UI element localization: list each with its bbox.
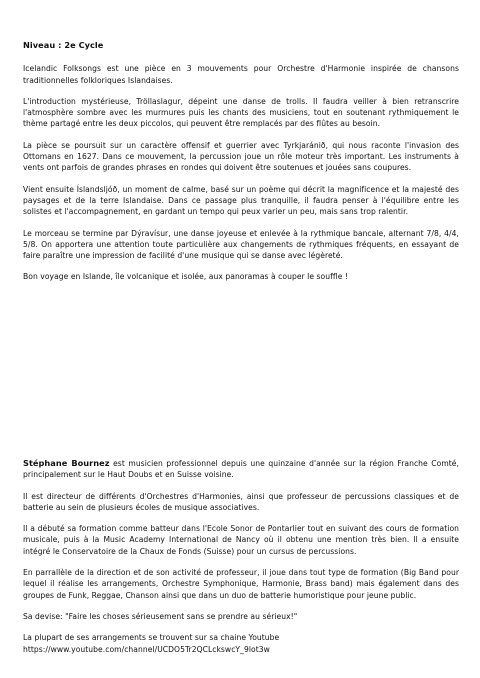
author-name: Stéphane Bournez <box>23 458 110 468</box>
description-paragraph: L'introduction mystérieuse, Tröllaslagur, dépeint une danse de trolls. Il faudra veiller à bien retranscrire l'atmosphère sombre avec les murmures puis les chants des musiciens, tout en soutenant rythmiquement le thème partagé entre les deux piccolos, qui peuvent être remplacés par des flûtes au besoin. <box>23 96 459 129</box>
bio-paragraph: En parrallèle de la direction et de son activité de professeur, il joue dans tout type de formation (Big Band pour lequel il réalise les arrangements, Orchestre Symphonique, Harmonie, Brass band) mais également dans des groupes de Funk, Reggae, Chanson ainsi que dans un duo de batterie humoristique pour jeune public. <box>23 568 459 600</box>
bio-paragraph: Il est directeur de différents d'Orchestres d'Harmonies, ainsi que professeur de percussions classiques et de batterie au sein de plusieurs écoles de musique associatives. <box>23 491 459 512</box>
description-paragraph: Bon voyage en Islande, île volcanique et isolée, aux panoramas à couper le souffle ! <box>23 272 348 282</box>
bio-paragraph: Il a débuté sa formation comme batteur dans l'Ecole Sonor de Pontarlier tout en suivant des cours de formation musicale, puis à la Music Academy International de Nancy où il obtenu une mention très bien. Il a ensuite intégré le Conservatoire de la Chaux de Fonds (Suisse) pour un cursus de percussions. <box>23 524 459 556</box>
level-heading: Niveau : 2e Cycle <box>23 40 104 50</box>
description-paragraph: La pièce se poursuit sur un caractère offensif et guerrier avec Tyrkjaránið, qui nous raconte l'invasion des Ottomans en 1627. Dans ce mouvement, la percussion joue un rôle moteur très important. Les instruments à vents ont parfois de grandes phrases en rondes qui doivent être soutenues et jouées sans coupures. <box>23 140 459 173</box>
bio-intro-text: est musicien professionnel depuis une quinzaine d'année sur la région Franche Comté, principalement sur le Haut Doubs et en Suisse voisine. <box>23 459 459 480</box>
description-paragraph: Icelandic Folksongs est une pièce en 3 mouvements pour Orchestre d'Harmonie inspirée de chansons traditionnelles folkloriques Islandaises. <box>23 64 459 85</box>
motto-paragraph: Sa devise: "Faire les choses sérieusement sans se prendre au sérieux!" <box>23 611 298 621</box>
description-paragraph: Vient ensuite Íslandsljóð, un moment de calme, basé sur un poème qui décrit la magnificence et la majesté des paysages et de la terre Islandaise. Dans ce passage plus tranquille, il faudra penser à l'équilibre entre les solistes et l'accompagnement, en gardant un tempo qui peux varier un peu, mais sans trop ralentir. <box>23 184 459 217</box>
youtube-paragraph: La plupart de ses arrangements se trouvent sur sa chaine Youtube https://www.youtube.com/channel/UCDO5Tr2QCLckswcY_9lot3w <box>23 633 280 654</box>
biography-section <box>23 458 459 665</box>
bio-intro-paragraph <box>23 458 459 481</box>
description-section <box>23 40 459 293</box>
description-paragraph: Le morceau se termine par Dýravísur, une danse joyeuse et enlevée à la rythmique bancale, alternant 7/8, 4/4, 5/8. On apportera une attention toute particulière aux changements de rythmiques fréquents, en essayant de faire paraître une impression de facilité d'une musique qui se danse avec légèreté. <box>23 228 459 261</box>
